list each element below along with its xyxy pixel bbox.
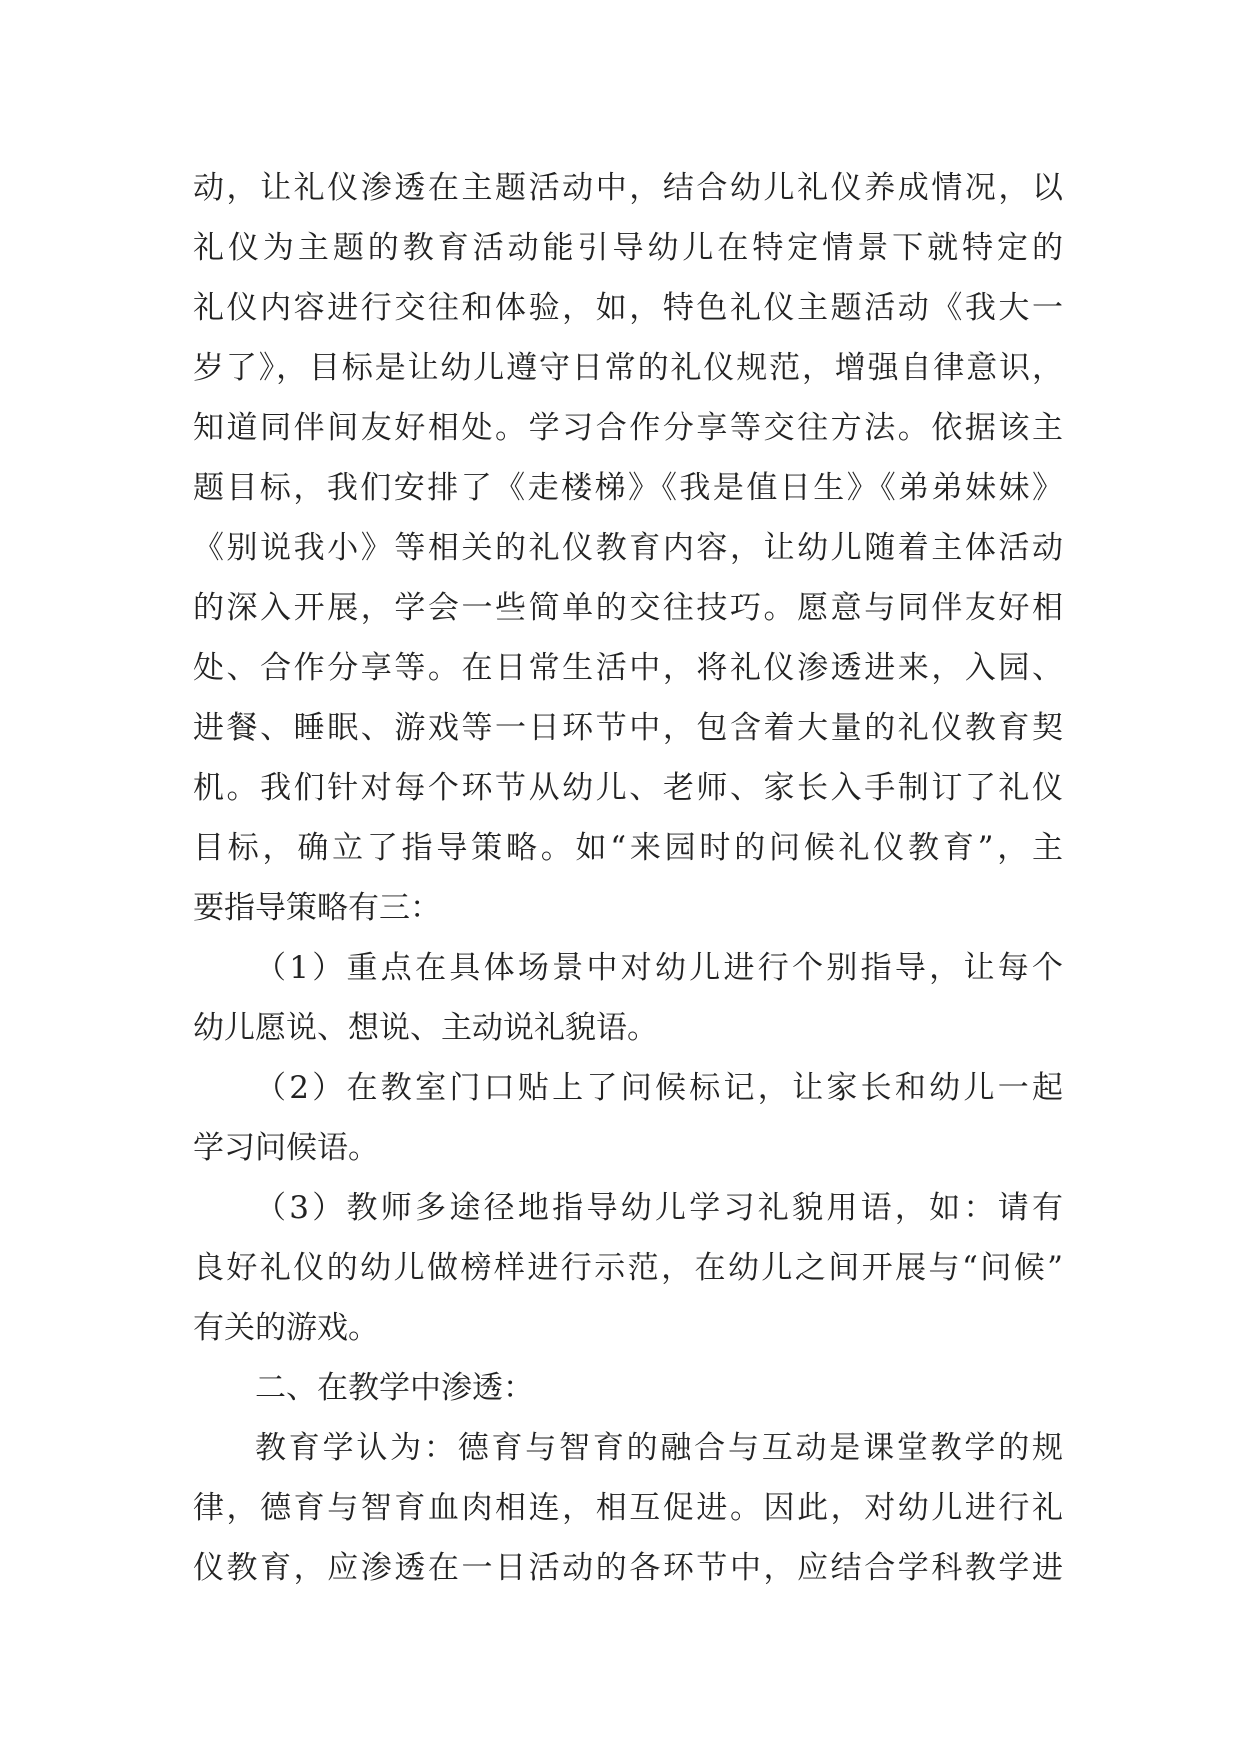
text-line: 仪教育，应渗透在一日活动的各环节中，应结合学科教学进 bbox=[193, 1550, 1063, 1586]
text-line: 《别说我小》等相关的礼仪教育内容，让幼儿随着主体活动 bbox=[193, 530, 1063, 566]
text-line: 教育学认为：德育与智育的融合与互动是课堂教学的规 bbox=[255, 1430, 1063, 1466]
document-body bbox=[193, 158, 1063, 1598]
text-line: 的深入开展，学会一些简单的交往技巧。愿意与同伴友好相 bbox=[193, 590, 1063, 626]
text-line: 幼儿愿说、想说、主动说礼貌语。 bbox=[193, 1010, 658, 1046]
text-line: 要指导策略有三： bbox=[193, 890, 441, 926]
text-line: （1）重点在具体场景中对幼儿进行个别指导，让每个 bbox=[255, 950, 1063, 986]
text-line: 礼仪为主题的教育活动能引导幼儿在特定情景下就特定的 bbox=[193, 230, 1063, 266]
text-line: 学习问候语。 bbox=[193, 1130, 379, 1166]
text-line: 处、合作分享等。在日常生活中，将礼仪渗透进来，入园、 bbox=[193, 650, 1063, 686]
text-line: 机。我们针对每个环节从幼儿、老师、家长入手制订了礼仪 bbox=[193, 770, 1063, 806]
text-line: 目标，确立了指导策略。如“来园时的问候礼仪教育”，主 bbox=[193, 830, 1063, 866]
text-line: （2）在教室门口贴上了问候标记，让家长和幼儿一起 bbox=[255, 1070, 1063, 1106]
text-line: 二、在教学中渗透： bbox=[255, 1370, 534, 1406]
text-line: 岁了》，目标是让幼儿遵守日常的礼仪规范，增强自律意识， bbox=[193, 350, 1063, 386]
text-line: 进餐、睡眠、游戏等一日环节中，包含着大量的礼仪教育契 bbox=[193, 710, 1063, 746]
text-line: 礼仪内容进行交往和体验，如，特色礼仪主题活动《我大一 bbox=[193, 290, 1063, 326]
text-line: 题目标，我们安排了《走楼梯》《我是值日生》《弟弟妹妹》 bbox=[193, 470, 1063, 506]
text-line: 律，德育与智育血肉相连，相互促进。因此，对幼儿进行礼 bbox=[193, 1490, 1063, 1526]
text-line: 知道同伴间友好相处。学习合作分享等交往方法。依据该主 bbox=[193, 410, 1063, 446]
text-line: 有关的游戏。 bbox=[193, 1310, 379, 1346]
text-line: （3）教师多途径地指导幼儿学习礼貌用语，如：请有 bbox=[255, 1190, 1063, 1226]
text-line: 动，让礼仪渗透在主题活动中，结合幼儿礼仪养成情况，以 bbox=[193, 170, 1063, 206]
text-line: 良好礼仪的幼儿做榜样进行示范，在幼儿之间开展与“问候” bbox=[193, 1250, 1063, 1286]
